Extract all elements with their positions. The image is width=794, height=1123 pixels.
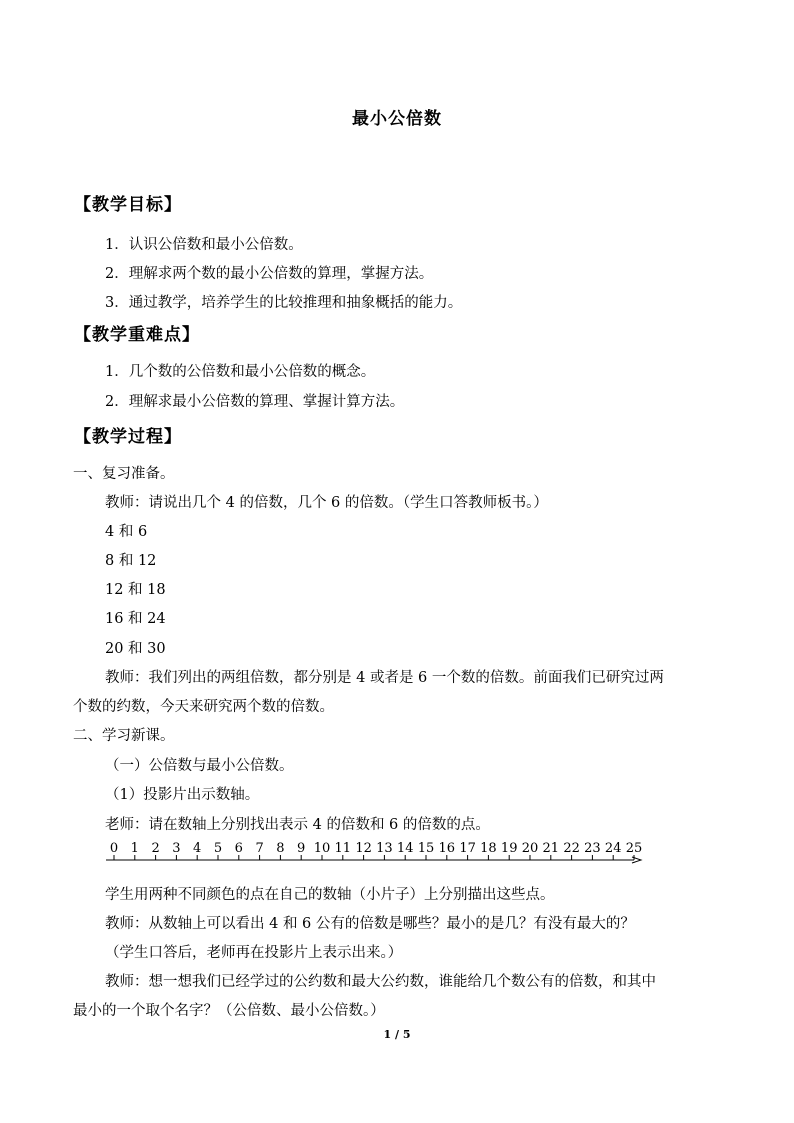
heading-key-points: 【教学重难点】: [74, 325, 200, 345]
teacher-question-4: 教师：从数轴上可以看出 4 和 6 公有的倍数是哪些？最小的是几？有没有最大的？: [105, 916, 635, 932]
subsection-1: （一）公倍数与最小公倍数。: [105, 758, 294, 774]
page-number: 1 / 5: [383, 1028, 411, 1041]
teacher-question-2: 教师：我们列出的两组倍数，都分别是 4 或者是 6 一个数的倍数。前面我们已研究过两: [105, 670, 664, 686]
number-line-label: 19: [500, 841, 518, 856]
number-line-label: 7: [255, 841, 264, 856]
number-line-label: 11: [334, 841, 352, 856]
note-line: （学生口答后，老师再在投影片上表示出来。）: [105, 945, 403, 961]
goal-item: 2．理解求两个数的最小公倍数的算理，掌握方法。: [105, 266, 434, 282]
heading-teaching-process: 【教学过程】: [74, 427, 182, 447]
part2-title: 二、学习新课。: [73, 728, 175, 744]
multiple-pair: 20 和 30: [105, 641, 166, 657]
multiple-pair: 4 和 6: [105, 524, 148, 540]
teacher-question-5: 教师：想一想我们已经学过的公约数和最大公约数，谁能给几个数公有的倍数，和其中: [105, 974, 656, 990]
teacher-question-5-cont: 最小的一个取个名字？（公倍数、最小公倍数。）: [73, 1003, 385, 1019]
number-line-label: 6: [234, 841, 243, 856]
multiple-pair: 12 和 18: [105, 582, 166, 598]
goal-item: 3．通过教学，培养学生的比较推理和抽象概括的能力。: [105, 295, 463, 311]
heading-teaching-goals: 【教学目标】: [74, 195, 182, 215]
multiple-pair: 8 和 12: [105, 553, 157, 569]
number-line-label: 20: [521, 841, 539, 856]
keypoint-item: 1．几个数的公倍数和最小公倍数的概念。: [105, 364, 376, 380]
number-line-label: 0: [109, 841, 119, 856]
number-line-label: 3: [172, 841, 181, 856]
teacher-question-1: 教师：请说出几个 4 的倍数，几个 6 的倍数。（学生口答教师板书。）: [105, 495, 548, 511]
number-line-label: 22: [563, 841, 580, 856]
part1-title: 一、复习准备。: [73, 466, 175, 482]
subsection-1-1: （1）投影片出示数轴。: [105, 787, 260, 803]
number-line-label: 18: [480, 841, 497, 856]
number-line-label: 9: [297, 841, 306, 856]
number-line: [104, 838, 644, 870]
number-line-label: 24: [604, 841, 622, 856]
number-line-label: 25: [625, 841, 643, 856]
number-line-label: 14: [396, 841, 414, 856]
multiple-pair: 16 和 24: [105, 611, 166, 627]
number-line-label: 23: [584, 841, 601, 856]
number-line-label: 17: [459, 841, 476, 856]
number-line-label: 5: [213, 841, 223, 856]
number-line-label: 8: [276, 841, 285, 856]
number-line-label: 15: [417, 841, 435, 856]
number-line-label: 16: [438, 841, 456, 856]
goal-item: 1．认识公倍数和最小公倍数。: [105, 237, 303, 253]
number-line-label: 10: [313, 841, 331, 856]
student-activity: 学生用两种不同颜色的点在自己的数轴（小片子）上分别描出这些点。: [105, 887, 555, 903]
number-line-label: 21: [542, 841, 560, 856]
teacher-question-3: 老师：请在数轴上分别找出表示 4 的倍数和 6 的倍数的点。: [105, 817, 490, 833]
number-line-label: 12: [355, 841, 372, 856]
number-line-label: 1: [130, 841, 139, 856]
number-line-label: 2: [151, 841, 160, 856]
number-line-label: 13: [376, 841, 393, 856]
number-line-label: 4: [193, 841, 202, 856]
keypoint-item: 2．理解求最小公倍数的算理、掌握计算方法。: [105, 394, 405, 410]
teacher-question-2-cont: 个数的约数，今天来研究两个数的倍数。: [73, 699, 334, 715]
page-title: 最小公倍数: [352, 109, 442, 129]
